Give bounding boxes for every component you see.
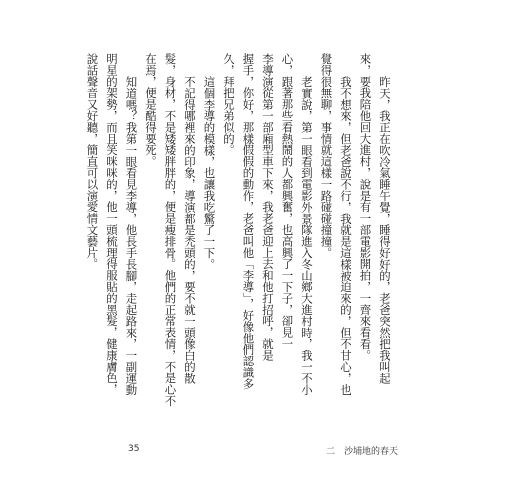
paragraph-line: 老實說，第一眼看到電影外景隊進入冬山鄉大進村時，我一不小 xyxy=(300,75,314,395)
paragraph-line: 久，拜把兄弟似的。 xyxy=(222,53,236,156)
vertical-text-body xyxy=(82,53,394,407)
paragraph-line: 說話聲音又好聽，簡直可以演愛情文藝片。 xyxy=(85,53,100,270)
paragraph-line: 昨天，我正在吹冷氣睡午覺，睡得好好的，老爸突然把我叫起 xyxy=(378,75,392,384)
paragraph-line: 不記得哪裡來的印象，導演都是禿頭的，要不就一頭像白的散 xyxy=(183,75,197,384)
paragraph-line: 李導演從第一部廂型車下來，我老爸迎上去和他打招呼，就是 xyxy=(261,53,275,361)
paragraph-line: 握手，你好，那樣假假的動作，老爸叫他「李導」，好像他們認識多 xyxy=(241,53,256,390)
paragraph-line: 來，要我陪他回大進村，說是有一部電影開拍，一齊來看看。 xyxy=(358,53,373,361)
paragraph-line: 覺得很無聊，事情就這樣一路碰碰撞撞。 xyxy=(319,53,334,259)
paragraph-line: 知道嗎？我第一眼看見李導，他長手長腳，走起路來，一副運動 xyxy=(124,75,139,395)
page-number: 35 xyxy=(128,444,140,454)
paragraph-line: 心，跟著那些看熱鬧的人都興奮，也高興了一下子，卻見一 xyxy=(280,53,295,350)
paragraph-line: 在焉，便是酷得要死。 xyxy=(144,53,158,167)
paragraph-line: 我不想來，但老爸說不行，我就是這樣被迫來的，但不甘心，也 xyxy=(339,75,353,395)
paragraph-line: 明星的架勢，而且笑咪咪的，他一頭梳理得服貼的黑髮，健康膚色， xyxy=(105,53,119,395)
running-chapter-title: 二 沙埔地的春天 xyxy=(326,447,399,457)
paragraph-line: 這個李導的模樣，也讓我吃驚了一下。 xyxy=(202,75,217,270)
paragraph-line: 髮，身材，不是矮矮胖胖的，便是瘦排骨。他們的正常表情，不是心不 xyxy=(163,53,178,407)
